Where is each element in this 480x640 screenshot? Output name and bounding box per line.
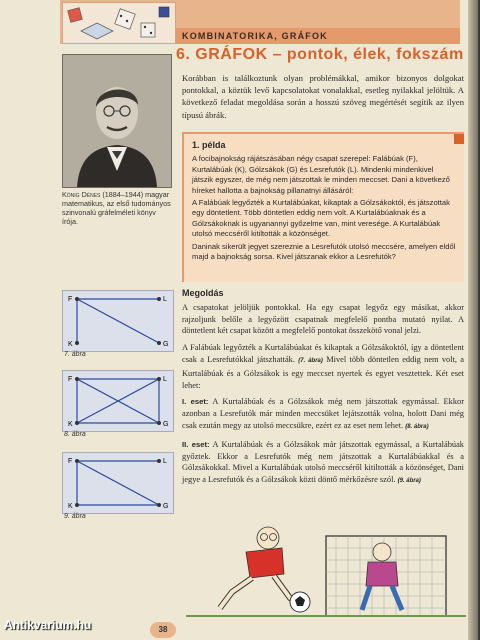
node-label: K <box>68 341 73 348</box>
figure-label: 7. ábra <box>64 351 86 358</box>
node-label: K <box>68 503 73 510</box>
case-text: A Kurtalábúak és a Gólzsákok már játszottak egymással, a Kurtalábúak győztek. Ekkor a Lesrefutók még nem játszottak a Kurtalábúakkal és a Gólzsákokkal. Mivel a Kurtalábúak utolsó meccséről kitiltották a közönséget, Dani jegye a Lesrefutók és a Gólzsákok közti döntő mérkőzésre szól. <box>182 439 464 485</box>
page-title: 6. GRÁFOK – pontok, élek, fokszám <box>176 46 464 63</box>
case-label: II. eset: <box>182 439 210 449</box>
caption-name: König Dénes <box>62 190 101 199</box>
solution-case <box>182 396 464 433</box>
node-label: K <box>68 421 73 428</box>
example-paragraph: Daninak sikerült jegyet szereznie a Lesrefutók utolsó meccsére, amelyen eldől majd a bajnokság sorsa. Kivel játszanak ekkor a Lesrefutók? <box>192 241 456 262</box>
figure-label: 9. ábra <box>64 513 86 520</box>
figure-reference: (8. ábra) <box>405 423 429 430</box>
section-breadcrumb: KOMBINATORIKA, GRÁFOK <box>176 28 460 44</box>
node-label: L <box>163 296 167 303</box>
node-label: G <box>163 503 169 510</box>
solution-case <box>182 439 464 488</box>
intro-paragraph: Korábban is találkoztunk olyan problémákkal, amikor bizonyos dolgokat pontokkal, a köztük levő kapcsolatokat vonalakkal, esetleg nyilakkal jelöltük. A következő feladat megoldása során a hosszú szöveg megértését segítik az ilyen típusú ábrák. <box>182 73 464 120</box>
figure-reference: (9. ábra) <box>397 478 421 485</box>
node-label: F <box>68 296 73 303</box>
node-label: F <box>68 376 73 383</box>
example-title: 1. példa <box>192 140 226 150</box>
node-label: L <box>163 458 167 465</box>
portrait-caption <box>62 190 172 226</box>
football-illustration <box>186 522 466 622</box>
case-text: A Kurtalábúak és a Gólzsákok még nem játszottak egymással. Ekkor azonban a Lesrefutók már minden meccsüket lejátszották volna, holott Dani még csak ezután megy az utolsó meccsükre, ezért ez az eset nem lehet. <box>182 397 464 430</box>
watermark-text: Antikvarium.hu <box>4 618 92 632</box>
page-number: 38 <box>150 622 176 638</box>
example-box <box>182 132 464 282</box>
book-spine-shadow <box>468 0 478 640</box>
solution-text: Mivel több döntetlen eddig nem volt, a Kurtalábúak és a Gólzsákok is egy meccset nyertek és egyet vesztettek. Két eset lehet: <box>182 354 465 390</box>
figure-7-graph <box>62 290 174 352</box>
solution-paragraph <box>182 342 464 391</box>
portrait-image <box>62 54 172 188</box>
solution-paragraph: A csapatokat jelöljük pontokkal. Ha egy csapat legyőz egy másikat, akkor rajzoljunk belőle a legyőzött csapatnak megfelelő pontba mutató nyilat. A döntetlent két csapat között a megfelelő pontokat összekötő vonal jelzi. <box>182 302 464 336</box>
caption-text: (1884–1944) magyar matematikus, az első tudományos szinvonalú gráfelméleti könyv írója. <box>62 190 171 226</box>
example-paragraph: A Falábúak legyőzték a Kurtalábúakat, kikaptak a Gólzsákoktól, és játszottak egy döntetlent. Több döntetlen eddig nem volt. A Kurtalábúaknak és a Gólzsákoknak is ugyanannyi győzelme van, mint veresége. A Kurtalábúak utolsó meccséről kitiltották a közönséget. <box>192 198 450 239</box>
figure-9-graph <box>62 452 174 514</box>
figure-label: 8. ábra <box>64 431 86 438</box>
figure-8-graph <box>62 370 174 432</box>
solution-text: A Falábúak legyőzték a Kurtalábúakat és kikaptak a Gólzsákoktól, így a döntetlent csak a Lesrefutókkal játszhatták. <box>182 343 464 364</box>
node-label: G <box>163 421 169 428</box>
figure-reference: (7. ábra) <box>298 357 323 364</box>
example-corner-marker <box>454 134 464 144</box>
header-illustration <box>62 2 176 44</box>
node-label: G <box>163 341 169 348</box>
node-label: F <box>68 458 73 465</box>
example-paragraph: A focibajnokság rájátszásában négy csapat szerepel: Falábúak (F), Kurtalábúak (K), Gólzsákok (G) és Lesrefutók (L). Mindenki mindenkivel játszik egyszer, de még nem játszottak le minden meccset. Dani a következő híreket hallotta a bajnokság pillanatnyi állásáról: <box>192 154 450 195</box>
solution-section <box>182 288 464 493</box>
solution-heading: Megoldás <box>182 288 224 298</box>
node-label: L <box>163 376 167 383</box>
case-label: I. eset: <box>182 397 209 407</box>
